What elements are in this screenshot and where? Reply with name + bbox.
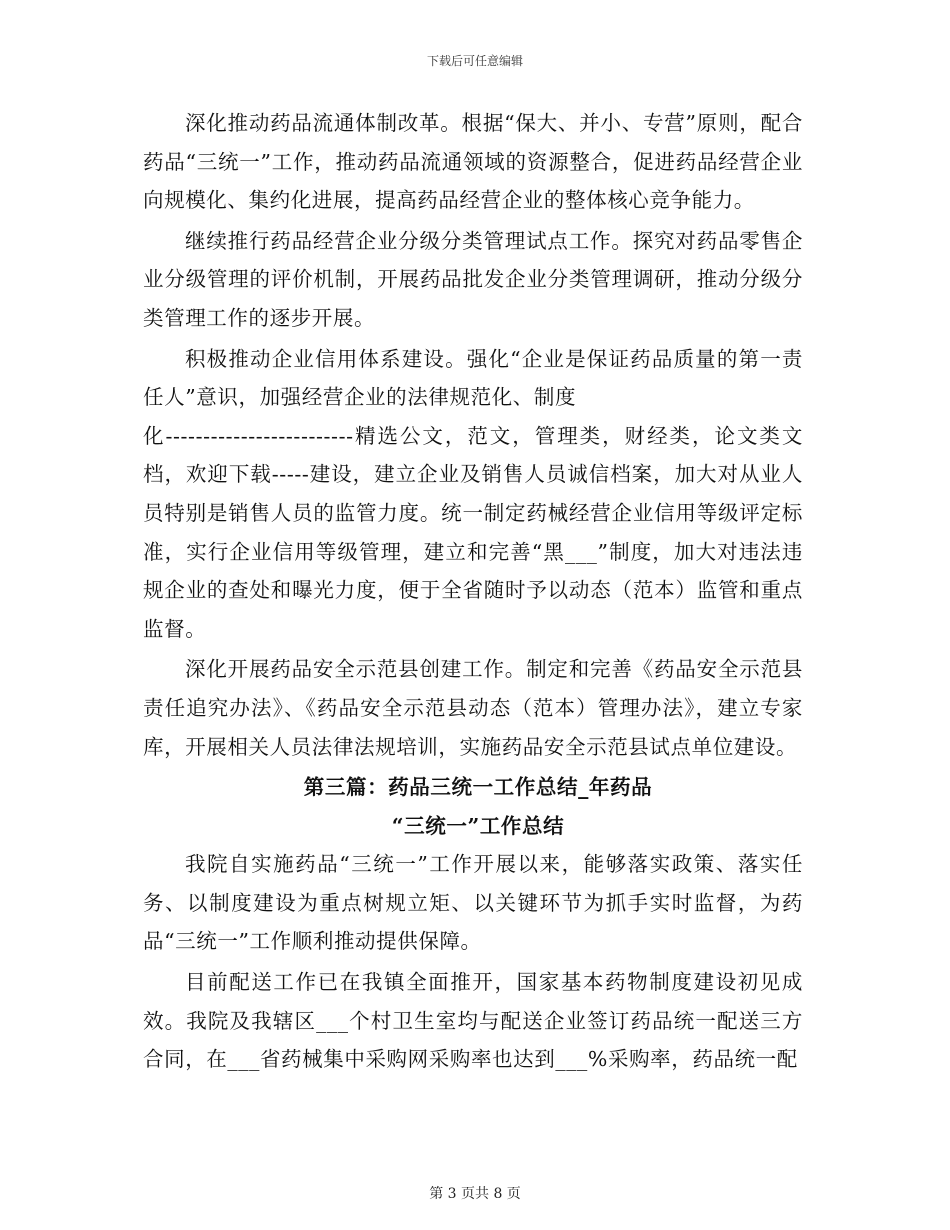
paragraph-2: 继续推行药品经营企业分级分类管理试点工作。探究对药品零售企业分级管理的评价机制，开展药品批发企业分类管理调研，推动分级分类管理工作的逐步开展。 (143, 228, 803, 330)
paragraph-3b: 化-------------------------精选公文，范文，管理类，财经类，论文类文档，欢迎下载-----建设，建立企业及销售人员诚信档案，加大对从业人员特别是销售人员的监管力度。统一制定药械经营企业信用等级评定标准，实行企业信用等级管理，建立和完善“黑___”制度，加大对违法违规企业的查处和曝光力度，便于全省随时予以动态（范本）监管和重点监督。 (143, 423, 803, 641)
paragraph-3a: 积极推动企业信用体系建设。强化“企业是保证药品质量的第一责任人”意识，加强经营企业的法律规范化、制度 (143, 346, 803, 410)
section-title-line-2: “三统一”工作总结 (391, 813, 565, 838)
paragraph-1: 深化推动药品流通体制改革。根据“保大、并小、专营”原则，配合药品“三统一”工作，推动药品流通领域的资源整合，促进药品经营企业向规模化、集约化进展，提高药品经营企业的整体核心竞争能力。 (143, 111, 803, 213)
paragraph-4: 深化开展药品安全示范县创建工作。制定和完善《药品安全示范县责任追究办法》、《药品安全示范县动态（范本）管理办法》，建立专家库，开展相关人员法律法规培训，实施药品安全示范县试点单位建设。 (143, 657, 803, 759)
page-header: 下载后可任意编辑 (426, 54, 523, 68)
document-body (143, 104, 803, 1079)
section-title-line-1: 第三篇：药品三统一工作总结_年药品 (303, 775, 653, 800)
paragraph-6: 目前配送工作已在我镇全面推开，国家基本药物制度建设初见成效。我院及我辖区___个村卫生室均与配送企业签订药品统一配送三方合同，在___省药械集中采购网采购率也达到___%采购率，药品统一配 (143, 970, 803, 1072)
page-footer: 第 3 页共 8 页 (429, 1186, 521, 1202)
paragraph-5: 我院自实施药品“三统一”工作开展以来，能够落实政策、落实任务、以制度建设为重点树规立矩、以关键环节为抓手实时监督，为药品“三统一”工作顺利推动提供保障。 (143, 852, 803, 954)
